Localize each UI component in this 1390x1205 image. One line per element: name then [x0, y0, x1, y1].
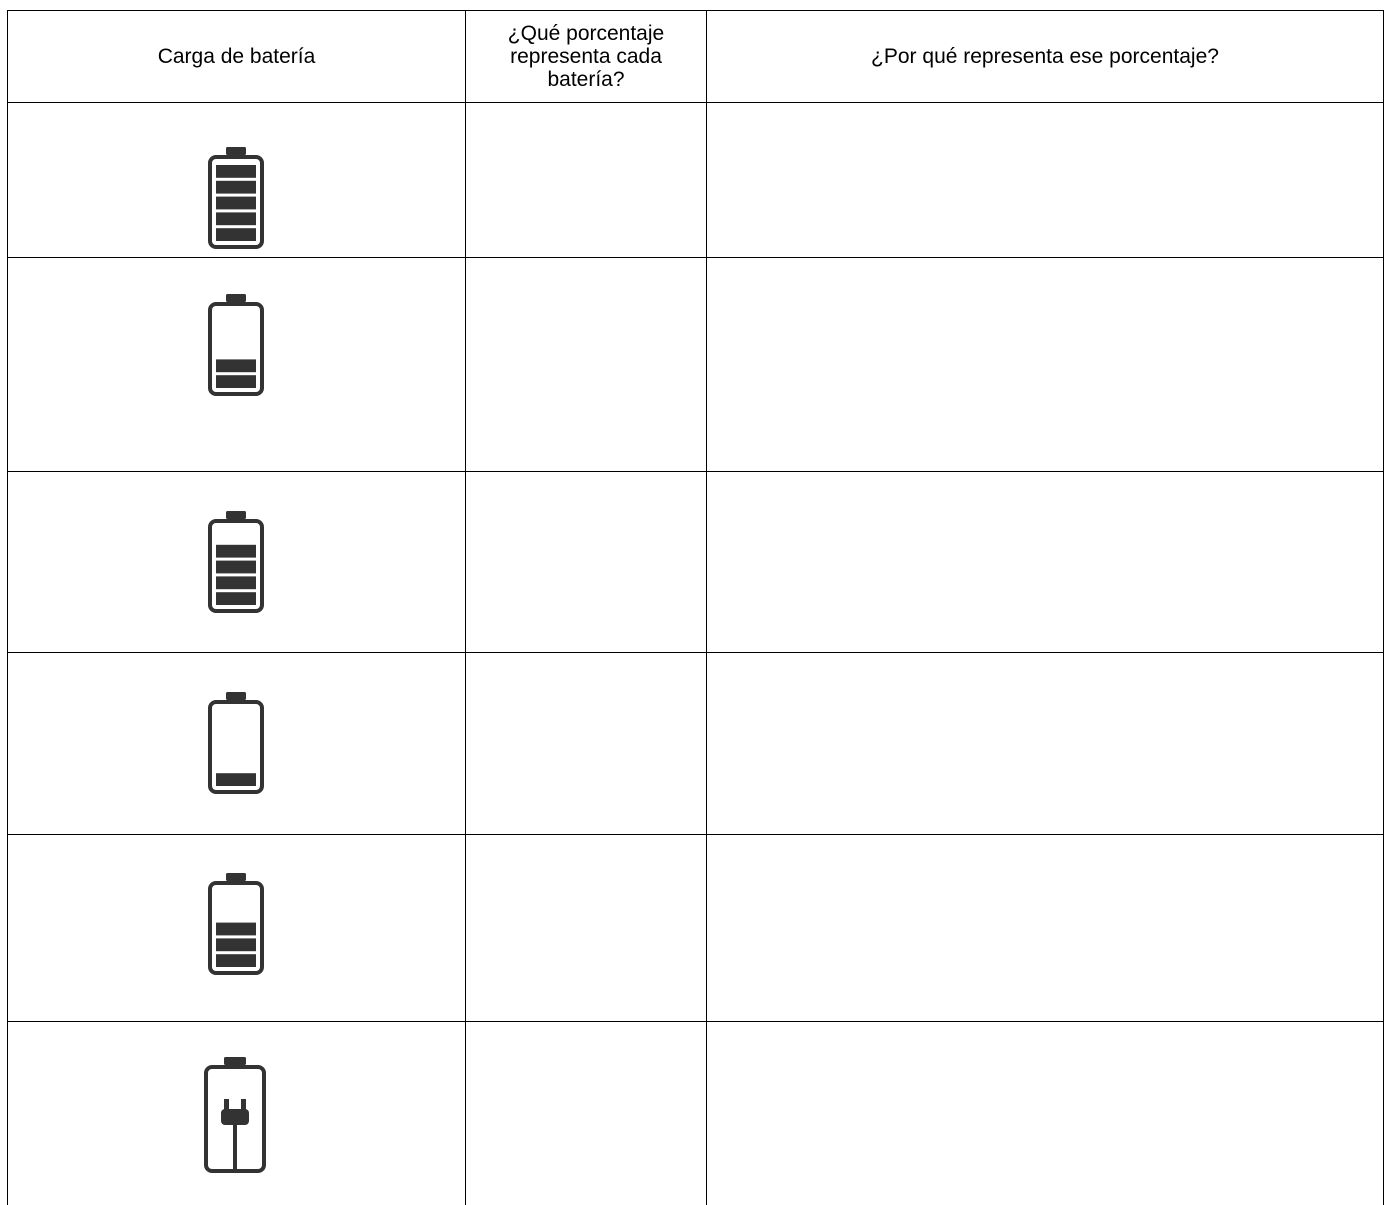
percentage-answer-cell[interactable]: [466, 258, 706, 471]
battery-full-icon: [208, 147, 264, 249]
battery-segment: [216, 212, 256, 225]
header-percentage: ¿Qué porcentaje representa cada batería?: [507, 22, 665, 91]
reason-answer-cell[interactable]: [707, 653, 1383, 834]
battery-segment: [216, 954, 256, 967]
battery-segment: [216, 181, 256, 194]
battery-cap: [226, 511, 246, 519]
reason-answer-cell[interactable]: [707, 472, 1383, 652]
table-border-left: [7, 10, 8, 1205]
battery-two-fifths-icon: [208, 294, 264, 396]
battery-segment: [216, 773, 256, 786]
battery-segment: [216, 923, 256, 936]
table-border-right: [1383, 10, 1384, 1205]
battery-svg: [208, 147, 264, 249]
battery-four-fifths-icon: [208, 511, 264, 613]
battery-svg: [208, 692, 264, 794]
percentage-answer-cell[interactable]: [466, 1022, 706, 1205]
battery-segment: [216, 165, 256, 178]
battery-segment: [216, 576, 256, 589]
battery-cap: [226, 294, 246, 302]
battery-segment: [216, 561, 256, 574]
battery-svg: [208, 873, 264, 975]
reason-answer-cell[interactable]: [707, 1022, 1383, 1205]
battery-cap: [224, 1057, 246, 1065]
battery-svg: [204, 1057, 266, 1173]
percentage-answer-cell[interactable]: [466, 472, 706, 652]
battery-cap: [226, 873, 246, 881]
battery-segment: [216, 545, 256, 558]
plug-icon: [221, 1099, 249, 1169]
percentage-answer-cell[interactable]: [466, 835, 706, 1021]
battery-three-fifths-icon: [208, 873, 264, 975]
battery-segment: [216, 592, 256, 605]
battery-cap: [226, 147, 246, 155]
battery-svg: [208, 294, 264, 396]
battery-one-fifth-icon: [208, 692, 264, 794]
reason-answer-cell[interactable]: [707, 258, 1383, 471]
header-reason: ¿Por qué representa ese porcentaje?: [871, 45, 1219, 68]
header-battery-charge: Carga de batería: [157, 45, 316, 68]
battery-charging-plug-icon: [204, 1057, 266, 1173]
battery-segment: [216, 228, 256, 241]
reason-answer-cell[interactable]: [707, 103, 1383, 257]
battery-segment: [216, 375, 256, 388]
percentage-answer-cell[interactable]: [466, 103, 706, 257]
battery-svg: [208, 511, 264, 613]
battery-segment: [216, 938, 256, 951]
battery-segment: [216, 359, 256, 372]
reason-answer-cell[interactable]: [707, 835, 1383, 1021]
battery-cap: [226, 692, 246, 700]
battery-segment: [216, 197, 256, 210]
percentage-answer-cell[interactable]: [466, 653, 706, 834]
